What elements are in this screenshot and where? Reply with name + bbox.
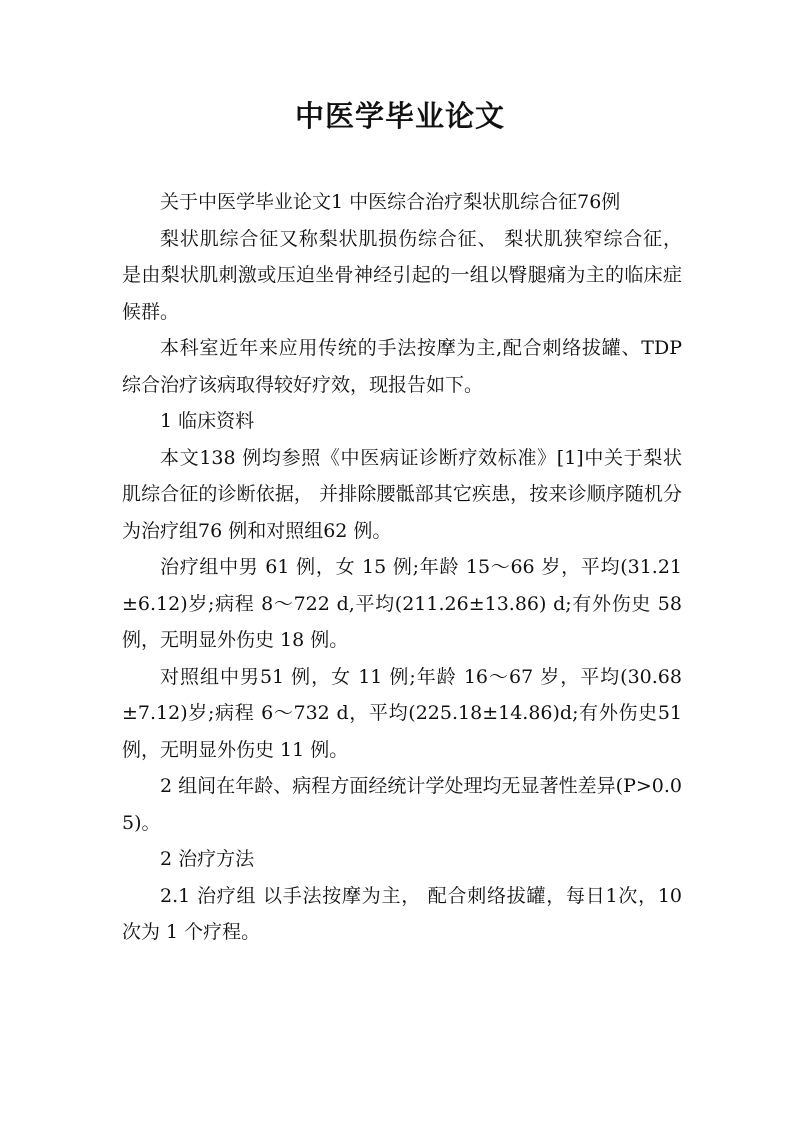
- document-body: [122, 184, 682, 951]
- paragraph-treatment-group: 治疗组中男 61 例，女 15 例;年龄 15～66 岁，平均(31.21±6.12)岁;病程 8～722 d,平均(211.26±13.86) d;有外伤史 58 例，无明显外伤史 18 例。: [122, 556, 682, 651]
- paragraph-control-group: 对照组中男51 例，女 11 例;年龄 16～67 岁，平均(30.68±7.12)岁;病程 6～732 d，平均(225.18±14.86)d;有外伤史51 例，无明显外伤史 11 例。: [122, 665, 682, 761]
- paragraph-method-summary: 本科室近年来应用传统的手法按摩为主,配合刺络拔罐、TDP 综合治疗该病取得较好疗效，现报告如下。: [122, 337, 682, 396]
- paragraph-diagnosis: 本文138 例均参照《中医病证诊断疗效标准》[1]中关于梨状肌综合征的诊断依据， 并排除腰骶部其它疾患，按来诊顺序随机分为治疗组76 例和对照组62 例。: [122, 446, 682, 542]
- paragraph-treatment-details: 2.1 治疗组 以手法按摩为主， 配合刺络拔罐，每日1次，10 次为 1 个疗程。: [122, 884, 682, 943]
- paragraph-definition: 梨状肌综合征又称梨状肌损伤综合征、 梨状肌狭窄综合征， 是由梨状肌刺激或压迫坐骨神经引起的一组以臀腿痛为主的临床症候群。: [122, 227, 682, 323]
- section-heading-clinical-data: 1 临床资料: [160, 410, 255, 432]
- paragraph-intro-title: 关于中医学毕业论文1 中医综合治疗梨状肌综合征76例: [160, 191, 621, 213]
- section-heading-treatment-method: 2 治疗方法: [160, 848, 255, 870]
- document-title: 中医学毕业论文: [294, 99, 505, 133]
- paragraph-statistics: 2 组间在年龄、病程方面经统计学处理均无显著性差异(P>0.05)。: [122, 775, 682, 834]
